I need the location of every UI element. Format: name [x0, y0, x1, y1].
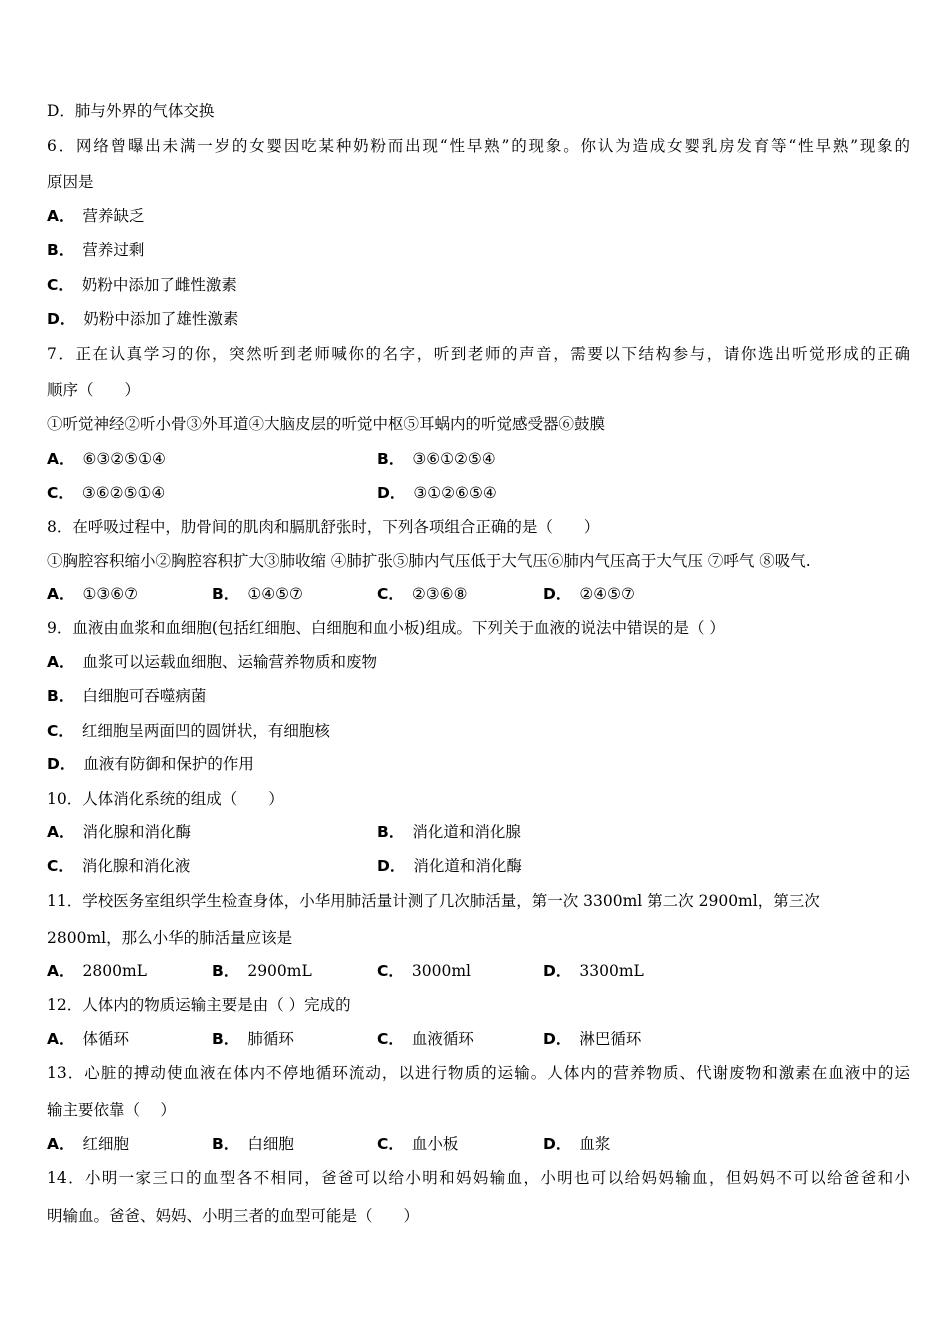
q11-stem-line1: 11．学校医务室组织学生检查身体，小华用肺活量计测了几次肺活量，第一次 3300ml 第二次 2900ml，第三次	[47, 892, 820, 910]
q12-stem: 12．人体内的物质运输主要是由（ ）完成的	[47, 996, 351, 1014]
q7-option-a: A． ⑥③②⑤①④	[47, 450, 166, 468]
q11-option-a: A． 2800mL	[47, 962, 147, 980]
q5-option-d: D．肺与外界的气体交换	[47, 102, 215, 120]
q10-option-a: A． 消化腺和消化酶	[47, 823, 192, 841]
q11-option-c: C． 3000ml	[377, 962, 471, 980]
q6-option-b: B． 营养过剩	[47, 241, 145, 259]
q7-option-b: B． ③⑥①②⑤④	[377, 450, 496, 468]
q13-option-a: A． 红细胞	[47, 1135, 130, 1153]
q6-stem-line2: 原因是	[47, 173, 94, 191]
q11-option-b: B． 2900mL	[212, 962, 312, 980]
q10-option-c: C． 消化腺和消化液	[47, 857, 191, 875]
q11-stem-line2: 2800ml，那么小华的肺活量应该是	[47, 929, 293, 947]
q8-items: ①胸腔容积缩小②胸腔容积扩大③肺收缩 ④肺扩张⑤肺内气压低于大气压⑥肺内气压高于大气压 ⑦呼气 ⑧吸气.	[47, 552, 811, 570]
q10-option-b: B． 消化道和消化腺	[377, 823, 521, 841]
q12-option-c: C． 血液循环	[377, 1030, 474, 1048]
q6-option-c: C． 奶粉中添加了雌性激素	[47, 276, 237, 294]
q9-option-d: D． 血液有防御和保护的作用	[47, 755, 254, 773]
q12-option-b: B． 肺循环	[212, 1030, 294, 1048]
q9-stem: 9．血液由血浆和血细胞(包括红细胞、白细胞和血小板)组成。下列关于血液的说法中错误的是（ ）	[47, 619, 725, 637]
q7-option-c: C． ③⑥②⑤①④	[47, 484, 166, 502]
q6-option-d: D． 奶粉中添加了雄性激素	[47, 310, 239, 328]
q7-option-d: D． ③①②⑥⑤④	[377, 484, 497, 502]
q7-items: ①听觉神经②听小骨③外耳道④大脑皮层的听觉中枢⑤耳蜗内的听觉感受器⑥鼓膜	[47, 415, 606, 433]
q8-stem: 8．在呼吸过程中，肋骨间的肌肉和膈肌舒张时，下列各项组合正确的是（ ）	[47, 518, 600, 536]
q13-option-c: C． 血小板	[377, 1135, 459, 1153]
q13-stem-line2: 输主要依靠（ ）	[47, 1101, 176, 1119]
q14-stem-line2: 明输血。爸爸、妈妈、小明三者的血型可能是（ ）	[47, 1207, 420, 1225]
q6-option-a: A． 营养缺乏	[47, 207, 145, 225]
q13-stem-line1: 13．心脏的搏动使血液在体内不停地循环流动，以进行物质的运输。人体内的营养物质、代谢废物和激素在血液中的运	[47, 1064, 910, 1082]
q14-stem-line1: 14．小明一家三口的血型各不相同，爸爸可以给小明和妈妈输血，小明也可以给妈妈输血，但妈妈不可以给爸爸和小	[47, 1169, 910, 1187]
q8-option-d: D． ②④⑤⑦	[543, 585, 635, 603]
q8-option-c: C． ②③⑥⑧	[377, 585, 468, 603]
q10-stem: 10．人体消化系统的组成（ ）	[47, 790, 284, 808]
q12-option-a: A． 体循环	[47, 1030, 130, 1048]
q8-option-b: B． ①④⑤⑦	[212, 585, 303, 603]
q8-option-a: A． ①③⑥⑦	[47, 585, 139, 603]
q12-option-d: D． 淋巴循环	[543, 1030, 642, 1048]
q10-option-d: D． 消化道和消化酶	[377, 857, 522, 875]
q13-option-d: D． 血浆	[543, 1135, 611, 1153]
q7-stem-line2: 顺序（ ）	[47, 381, 141, 399]
q7-stem-line1: 7．正在认真学习的你，突然听到老师喊你的名字，听到老师的声音，需要以下结构参与，请你选出听觉形成的正确	[47, 345, 910, 363]
q9-option-a: A． 血浆可以运载血细胞、运输营养物质和废物	[47, 653, 378, 671]
q13-option-b: B． 白细胞	[212, 1135, 294, 1153]
q9-option-c: C． 红细胞呈两面凹的圆饼状，有细胞核	[47, 722, 330, 740]
q11-option-d: D． 3300mL	[543, 962, 644, 980]
q6-stem-line1: 6．网络曾曝出未满一岁的女婴因吃某种奶粉而出现“性早熟”的现象。你认为造成女婴乳房发育等“性早熟”现象的	[47, 137, 910, 155]
q9-option-b: B． 白细胞可吞噬病菌	[47, 687, 207, 705]
